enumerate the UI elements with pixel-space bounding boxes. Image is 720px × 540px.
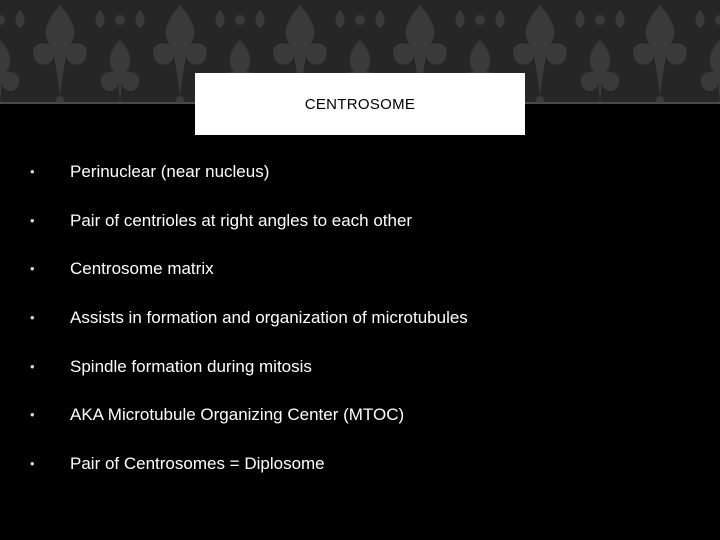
bullet-item [30,160,700,184]
bullet-text: Assists in formation and organization of microtubules [70,308,468,328]
bullet-dot-icon: • [30,310,35,326]
bullet-dot-icon: • [30,212,35,228]
bullet-text: Spindle formation during mitosis [70,356,312,376]
bullet-item [30,452,700,476]
bullet-item [30,355,700,379]
bullet-item [30,209,700,233]
bullet-text: Pair of centrioles at right angles to each other [70,210,413,230]
bullet-item [30,403,700,427]
bullet-dot-icon: • [30,164,35,179]
bullet-text: Perinuclear (near nucleus) [70,162,270,181]
bullet-item [30,257,700,281]
bullet-dot-icon: • [30,261,35,277]
bullet-dot-icon: • [30,407,35,423]
bullet-dot-icon: • [30,456,35,472]
bullet-text: AKA Microtubule Organizing Center (MTOC) [70,405,405,425]
slide-title: CENTROSOME [304,95,416,113]
bullet-item [30,306,700,330]
bullet-list [30,160,700,501]
bullet-text: Centrosome matrix [70,259,214,279]
bullet-dot-icon: • [30,358,35,374]
bullet-text: Pair of Centrosomes = Diplosome [70,454,325,474]
title-box [195,73,525,135]
